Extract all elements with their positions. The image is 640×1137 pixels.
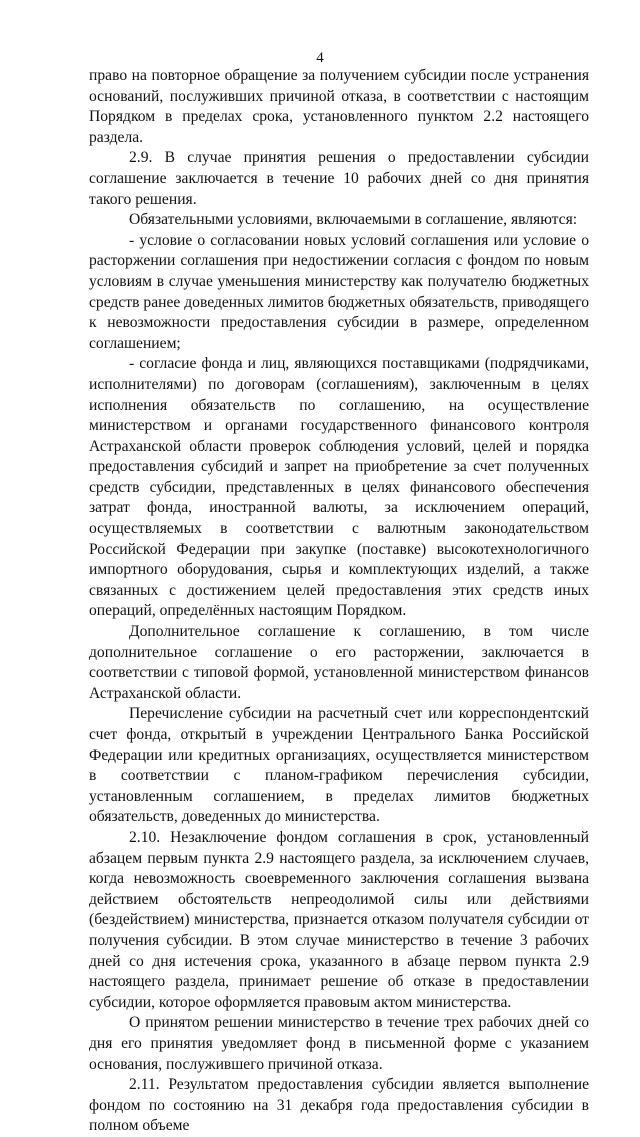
paragraph-additional-agreement: Дополнительное соглашение к соглашению, в том числе дополнительное соглашение о его расторжении, заключается в соответствии с типовой формой, установленной министерством финансов Астраханской области. [89,623,589,702]
paragraph-2-10: 2.10. Незаключение фондом соглашения в срок, установленный абзацем первым пункта 2.9 настоящего раздела, за исключением случаев, когда невозможность своевременного заключения соглашения вызвана действием обстоятельств непреодолимой силы или действиями (бездействием) министерства, признается отказом получателя субсидии от получения субсидии. В этом случае министерство в течение 3 рабочих дней со дня истечения срока, указанного в абзаце первом пункта 2.9 настоящего раздела, принимает решение об отказе в предоставлении субсидии, которое оформляется правовым актом министерства. [89,828,589,1011]
paragraph-2-9: 2.9. В случае принятия решения о предоставлении субсидии соглашение заключается в течение 10 рабочих дней со дня принятия такого решения. [89,149,589,208]
paragraph-condition-consent: - согласие фонда и лиц, являющихся поставщиками (подрядчиками, исполнителями) по договорам (соглашениям), заключенным в целях исполнения обязательств по соглашению, на осуществление министерством и органами государственного финансового контроля Астраханской области проверок соблюдения условий, целей и порядка предоставления субсидий и запрет на приобретение за счет полученных средств субсидии, представленных в целях финансового обеспечения затрат фонда, иностранной валюты, за исключением операций, осуществляемых в соответствии с валютным законодательством Российской Федерации при закупке (поставке) высокотехнологичного импортного оборудования, сырья и комплектующих изделий, а также связанных с достижением целей предоставления этих средств иных операций, определённых настоящим Порядком. [89,355,589,620]
paragraph-2-11: 2.11. Результатом предоставления субсидии является выполнение фондом по состоянию на 31 декабря года предоставления субсидии в полном объеме [89,1076,589,1135]
paragraph-condition-renegotiation: - условие о согласовании новых условий соглашения или условие о расторжении соглашения при недостижении согласия с фондом по новым условиям в случае уменьшения министерству как получателю бюджетных средств ранее доведенных лимитов бюджетных обязательств, приводящего к невозможности предоставления субсидии в размере, определенном соглашением; [89,231,589,352]
paragraph-transfer: Перечисление субсидии на расчетный счет или корреспондентский счет фонда, открытый в учреждении Центрального Банка Российской Федерации или кредитных организациях, осуществляется министерством в соответствии с планом-графиком перечисления субсидии, установленным соглашением, в пределах лимитов бюджетных обязательств, доведенных до министерства. [89,705,589,826]
paragraph-notification: О принятом решении министерство в течение трех рабочих дней со дня его принятия уведомляет фонд в письменной форме с указанием основания, послужившего причиной отказа. [89,1014,589,1073]
paragraph-mandatory-conditions: Обязательными условиями, включаемыми в соглашение, являются: [129,211,578,229]
document-body [89,66,589,1137]
page-number: 4 [316,50,324,66]
paragraph-continuation: право на повторное обращение за получением субсидии после устранения оснований, послуживших причиной отказа, в соответствии с настоящим Порядком в пределах срока, установленного пунктом 2.2 настоящего раздела. [89,67,589,146]
